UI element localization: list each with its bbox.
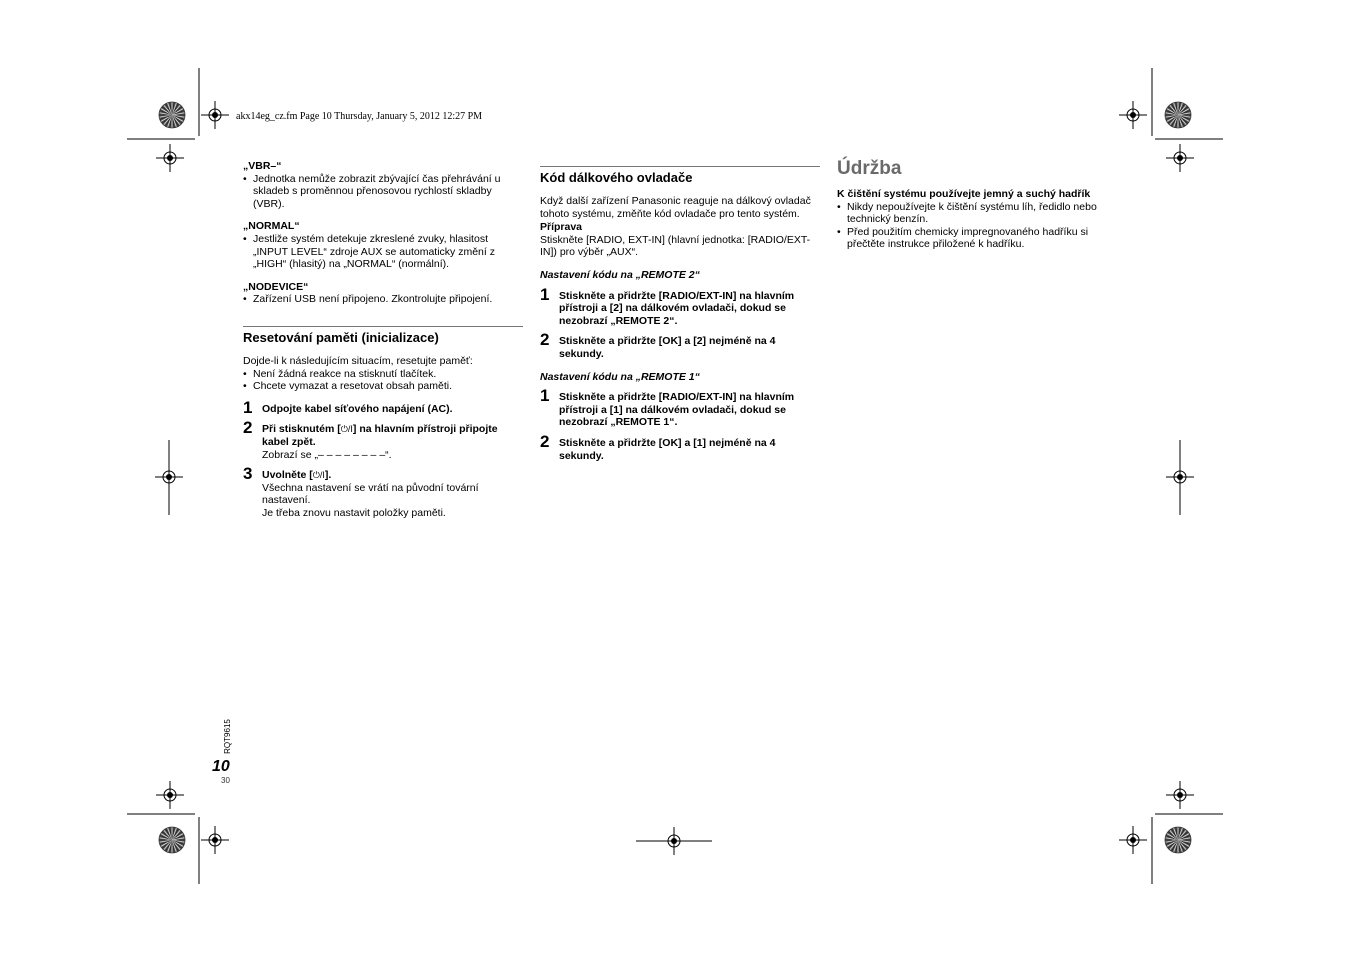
color-target-icon <box>159 102 185 128</box>
reset-bullet: • Není žádná reakce na stisknutí tlačítek. <box>243 368 523 381</box>
registration-mark-icon <box>1119 826 1147 854</box>
registration-mark-icon <box>1166 463 1194 491</box>
column-right <box>837 158 1127 251</box>
column-left <box>243 160 523 519</box>
remote1-step-2 <box>540 431 820 462</box>
normal-bullets <box>243 233 523 271</box>
maintenance-bullet: • Nikdy nepoužívejte k čištění systému líh, ředidlo nebo technický benzín. <box>837 201 1127 226</box>
term-normal: „NORMAL“ <box>243 220 300 233</box>
file-header-line: akx14eg_cz.fm Page 10 Thursday, January 5, 2012 12:27 PM <box>236 111 483 122</box>
reset-step-1 <box>243 397 523 417</box>
maintenance-bullet: • Před použitím chemicky impregnovaného hadříku si přečtěte instrukce přiložené k hadříku. <box>837 226 1127 251</box>
registration-mark-icon <box>155 463 183 491</box>
remote2-title: Nastavení kódu na „REMOTE 2“ <box>540 268 700 281</box>
remote-code-heading: Kód dálkového ovladače <box>540 166 820 186</box>
step-number: 3 <box>243 464 253 484</box>
step-instruction: Stiskněte a přidržte [OK] a [1] nejméně na 4 sekundy. <box>559 436 776 462</box>
color-target-icon <box>159 827 185 853</box>
reset-heading: Resetování paměti (inicializace) <box>243 326 523 346</box>
remote2-step-2 <box>540 330 820 360</box>
power-standby-icon: ⏻/I <box>312 470 325 481</box>
step-instruction: Stiskněte a přidržte [RADIO/EXT-IN] na hlavním přístroji a [2] na dálkovém ovladači, dokud se nezobrazí „REMOTE 2“. <box>559 289 795 327</box>
reset-bullet: • Chcete vymazat a resetovat obsah paměti. <box>243 380 523 393</box>
power-standby-icon: ⏻/I <box>340 424 353 435</box>
doc-code-text: RQT9615 <box>222 719 232 754</box>
page-number-small: 30 <box>221 776 230 785</box>
remote-code-intro: Když další zařízení Panasonic reaguje na dálkový ovladač tohoto systému, změňte kód ovladače pro tento systém. <box>540 195 811 220</box>
maintenance-subheading: K čištění systému používejte jemný a suchý hadřík <box>837 188 1091 200</box>
step-text-pre: Při stisknutém [ <box>262 423 341 436</box>
remote2-step-1 <box>540 284 820 328</box>
registration-mark-icon <box>156 781 184 809</box>
registration-mark-icon <box>201 826 229 854</box>
step-number: 1 <box>540 284 550 304</box>
reset-step-2 <box>243 418 523 461</box>
step-number: 1 <box>540 386 550 406</box>
prep-label: Příprava <box>540 221 583 234</box>
normal-bullet: • Jestliže systém detekuje zkreslené zvuky, hlasitost „INPUT LEVEL“ zdroje AUX se automaticky změní z „HIGH“ (hlasitý) na „NORMAL“ (normální). <box>243 233 523 271</box>
step-text-pre: Uvolněte [ <box>262 469 313 482</box>
reset-step-3 <box>243 464 523 519</box>
registration-mark-icon <box>156 144 184 172</box>
maintenance-heading: Údržba <box>837 158 902 179</box>
registration-mark-icon <box>1166 781 1194 809</box>
color-target-icon <box>1165 827 1191 853</box>
doc-code <box>222 720 234 756</box>
step-instruction <box>262 423 523 448</box>
color-target-icon <box>1165 102 1191 128</box>
page-number: 10 <box>212 758 230 775</box>
registration-mark-icon <box>1119 101 1147 129</box>
step-text-post: ] na hlavním přístroji připojte kabel zpět. <box>262 423 498 448</box>
vbr-bullet: • Jednotka nemůže zobrazit zbývající čas přehrávání u skladeb s proměnnou přenosovou rychlostí skladby (VBR). <box>243 173 523 211</box>
step-number: 2 <box>540 431 550 451</box>
step-instruction <box>262 469 523 482</box>
step-text-post: ]. <box>324 469 332 482</box>
nodevice-bullets <box>243 293 523 306</box>
term-nodevice: „NODEVICE“ <box>243 280 309 293</box>
step-note: Je třeba znovu nastavit položky paměti. <box>262 506 446 519</box>
remote1-title: Nastavení kódu na „REMOTE 1“ <box>540 370 700 383</box>
registration-mark-icon <box>201 101 229 129</box>
vbr-bullets <box>243 173 523 211</box>
step-number: 2 <box>243 418 253 438</box>
remote1-step-1 <box>540 386 820 429</box>
step-number: 1 <box>243 397 253 417</box>
maintenance-bullets <box>837 201 1127 251</box>
column-middle <box>540 166 820 462</box>
nodevice-bullet: • Zařízení USB není připojeno. Zkontrolujte připojení. <box>243 293 523 306</box>
registration-mark-icon <box>660 827 688 855</box>
step-note: Zobrazí se „– – – – – – – –“. <box>262 448 392 461</box>
step-instruction: Stiskněte a přidržte [RADIO/EXT-IN] na hlavním přístroji a [1] na dálkovém ovladači, dokud se nezobrazí „REMOTE 1“. <box>559 391 795 429</box>
term-vbr: „VBR–“ <box>243 160 282 172</box>
step-instruction: Odpojte kabel síťového napájení (AC). <box>262 402 453 415</box>
registration-mark-icon <box>1166 144 1194 172</box>
step-note: Všechna nastavení se vrátí na původní tovární nastavení. <box>262 481 479 507</box>
reset-intro: Dojde-li k následujícím situacím, resetujte paměť: <box>243 354 473 367</box>
prep-text: Stiskněte [RADIO, EXT-IN] (hlavní jednotka: [RADIO/EXT-IN]) pro výběr „AUX“. <box>540 233 811 259</box>
step-number: 2 <box>540 330 550 350</box>
reset-bullets <box>243 368 523 393</box>
step-instruction: Stiskněte a přidržte [OK] a [2] nejméně na 4 sekundy. <box>559 335 776 360</box>
